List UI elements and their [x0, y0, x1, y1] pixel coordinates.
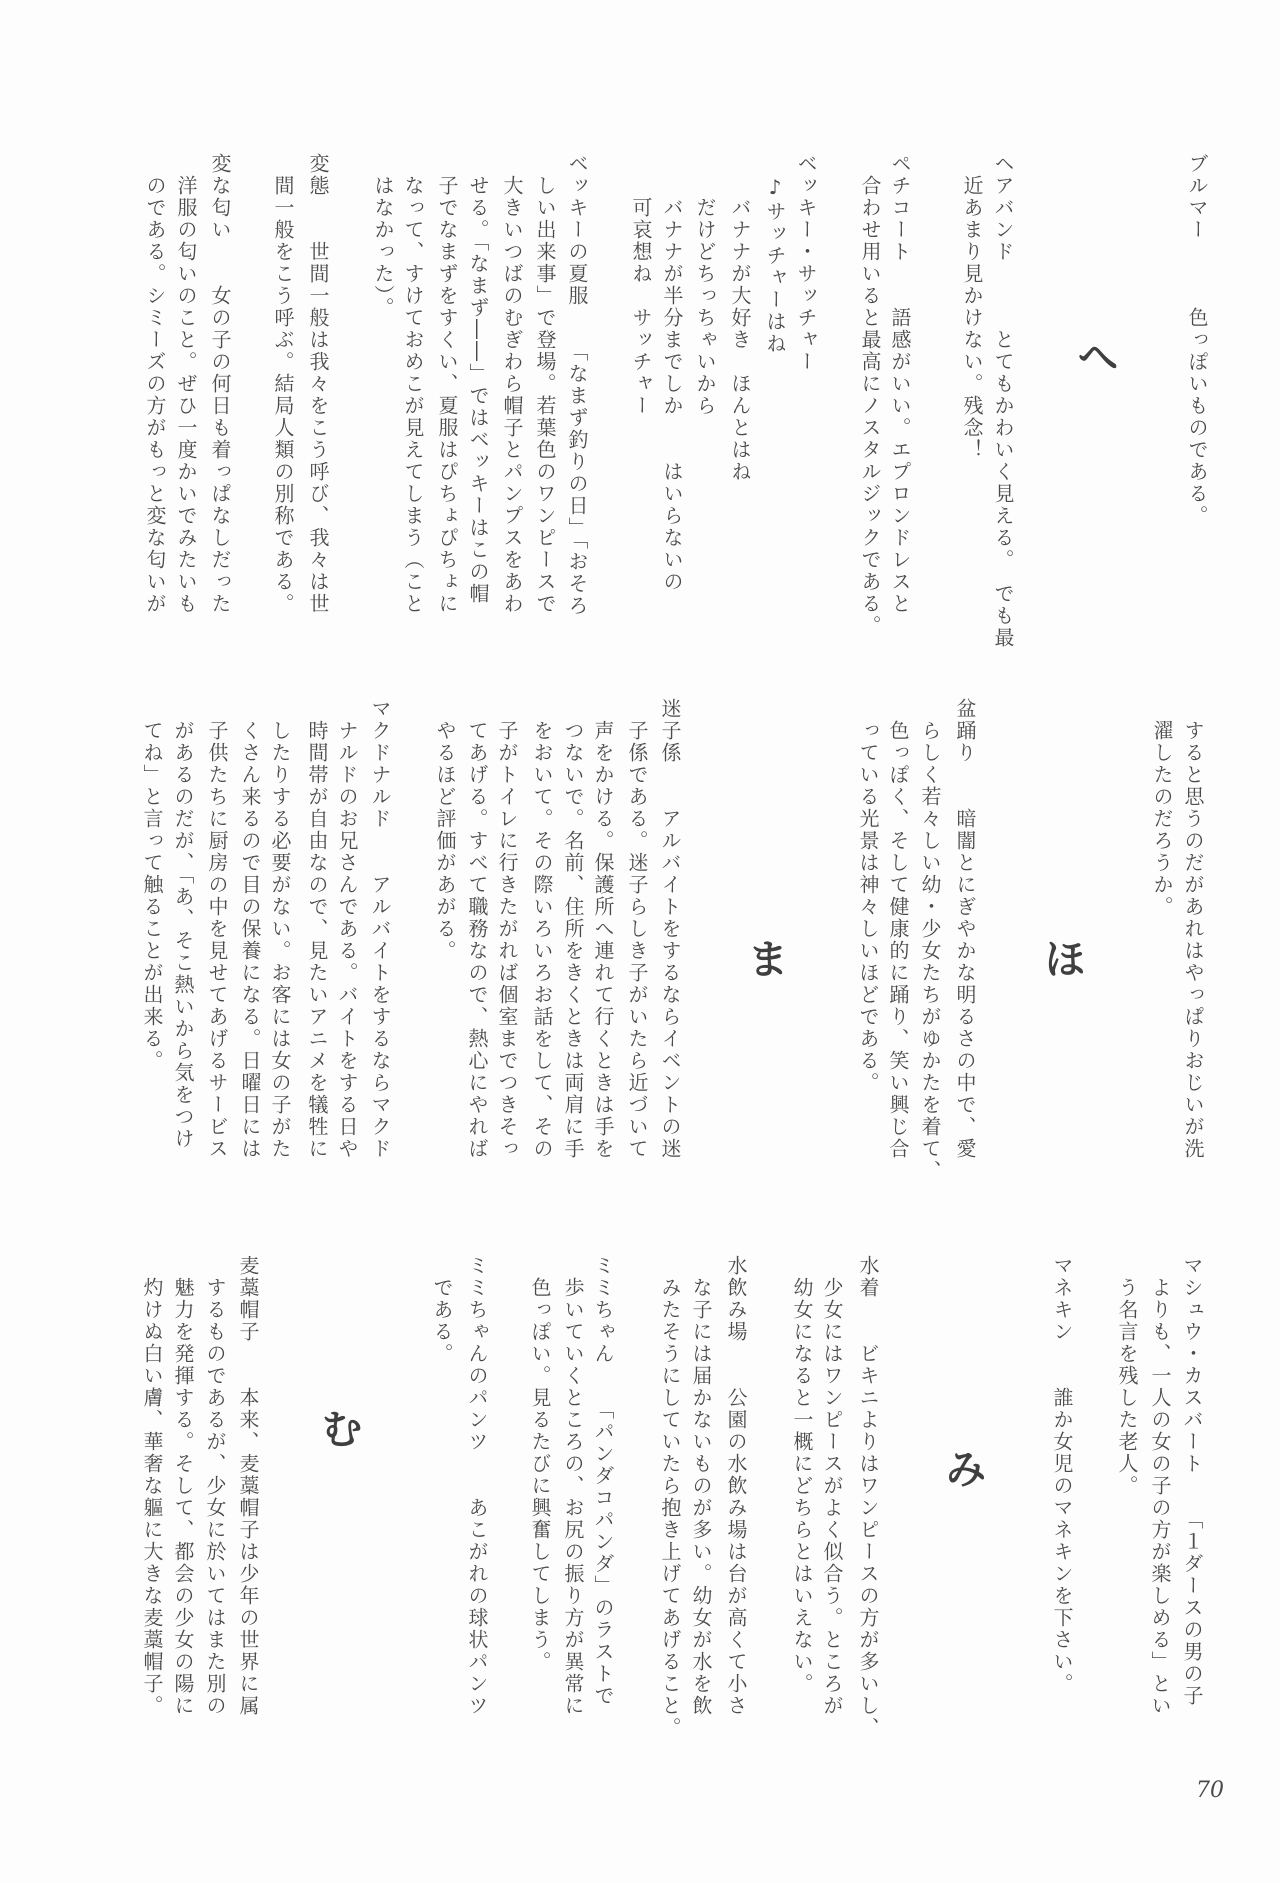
entry-text-line: 声をかける。保護所へ連れて行くときは手を: [591, 720, 615, 1160]
entry-term-line: ミミちゃん 「パンダコパンダ」のラストで: [591, 1255, 615, 1707]
entry-text-line: 子供たちに厨房の中を見せてあげるサービス: [205, 720, 229, 1160]
entry-text-line: したりする必要がない。お客には女の子がた: [268, 720, 292, 1160]
entry-text-line: よりも、一人の女の子の方が楽しめる」とい: [1148, 1277, 1172, 1717]
kana-section-heading: ま: [748, 937, 788, 983]
entry-term-line: マクドナルド アルバイトをするならマクド: [368, 698, 392, 1160]
entry-text-line: てあげる。すべて職務なので、熱心にやれば: [465, 720, 489, 1160]
entry-text-line: 子係である。迷子らしき子がいたら近づいて: [625, 720, 649, 1160]
entry-text-line: な子には届かないものが多い。幼女が水を飲: [689, 1277, 713, 1717]
kana-section-heading: む: [322, 1407, 362, 1453]
entry-text-line: バナナが半分までしか はいらないの: [660, 197, 684, 593]
entry-text-line: しい出来事」で登場。若葉色のワンピースで: [533, 175, 557, 615]
entry-text-line: 洋服の匂いのこと。ぜひ一度かいでみたいも: [174, 175, 198, 615]
entry-term-line: ペチコート 語感がいい。エプロンドレスと: [888, 153, 912, 615]
entry-term-line: 変態 世間一般は我々をこう呼び、我々は世: [306, 153, 330, 615]
entry-text-line: なって、すけておめこが見えてしまう（こと: [401, 175, 425, 615]
entry-term-line: 迷子係 アルバイトをするならイベントの迷: [658, 698, 682, 1160]
entry-text-line: をおいて。その際いろいろお話をして、その: [530, 720, 554, 1160]
entry-text-line: みたそうにしていたら抱き上げてあげること。: [658, 1277, 682, 1739]
entry-text-line: があるのだが、「あ、そこ熱いから気をつけ: [171, 720, 195, 1150]
entry-text-line: 少女にはワンピースがよく似合う。ところが: [820, 1277, 844, 1717]
entry-text-line: である。: [430, 1277, 454, 1365]
entry-term-line: 水飲み場 公園の水飲み場は台が高くて小さ: [724, 1255, 748, 1717]
entry-text-line: 間一般をこう呼ぶ。結局人類の別称である。: [271, 175, 295, 615]
entry-text-line: 子がトイレに行きたがれば個室までつきそっ: [495, 720, 519, 1160]
entry-term-line: ヘアバンド とてもかわいく見える。 でも最: [991, 153, 1015, 649]
entry-text-line: 近あまり見かけない。残念！: [960, 175, 984, 461]
entry-text-line: 色っぽく、そして健康的に踊り、笑い興じ合: [886, 720, 910, 1160]
entry-term-line: ミミちゃんのパンツ あこがれの球状パンツ: [465, 1255, 489, 1717]
entry-term-line: マネキン 誰か女児のマネキンを下さい。: [1050, 1255, 1074, 1695]
entry-text-line: 濯したのだろうか。: [1150, 720, 1174, 918]
entry-text-line: う名言を残した老人。: [1115, 1277, 1139, 1497]
entry-term-line: ベッキーの夏服 「なまず釣りの日」「おそろ: [565, 153, 589, 617]
entry-text-line: せる。「なまず――」ではベッキーはこの帽: [466, 175, 490, 605]
entry-term-line: ブルマー 色っぽいものである。: [1185, 153, 1209, 527]
entry-text-line: てね」と言って触ることが出来る。: [140, 720, 164, 1072]
entry-text-line: 大きいつばのむぎわら帽子とパンプスをあわ: [500, 175, 524, 615]
entry-term-line: 麦藁帽子 本来、麦藁帽子は少年の世界に属: [236, 1255, 260, 1717]
entry-term-line: ベッキー・サッチャー: [794, 153, 818, 373]
entry-term-line: 盆踊り 暗闇とにぎやかな明るさの中で、愛: [953, 698, 977, 1160]
entry-text-line: 子でなまずをすくい、夏服はぴちょぴちょに: [435, 175, 459, 615]
entry-term-line: 変な匂い 女の子の何日も着っぱなしだった: [208, 153, 232, 615]
entry-text-line: 灼けぬ白い膚、華奢な軀に大きな麦藁帽子。: [140, 1277, 164, 1717]
entry-text-line: ♪サッチャーはね: [763, 175, 787, 355]
kana-section-heading: み: [946, 1447, 986, 1493]
entry-text-line: だけどちっちゃいから: [693, 197, 717, 417]
entry-text-line: 可哀想ね サッチャー: [629, 197, 653, 417]
entry-term-line: すると思うのだがあれはやっぱりおじいが洗: [1181, 720, 1205, 1160]
entry-text-line: のである。シミーズの方がもっと変な匂いが: [143, 175, 167, 615]
entry-text-line: 時間帯が自由なので、見たいアニメを犠牲に: [305, 720, 329, 1160]
entry-text-line: 色っぽい。見るたびに興奮してしまう。: [528, 1277, 552, 1673]
entry-text-line: ナルドのお兄さんである。バイトをする日や: [335, 720, 359, 1160]
entry-text-line: するものであるが、少女に於いてはまた別の: [203, 1277, 227, 1717]
kana-section-heading: ほ: [1045, 937, 1085, 983]
entry-term-line: 水着 ビキニよりはワンピースの方が多いし、: [856, 1255, 880, 1739]
kana-section-heading: へ: [1078, 335, 1118, 381]
entry-text-line: バナナが大好き ほんとはね: [728, 197, 752, 483]
entry-text-line: つないで。名前、住所をきくときは両肩に手: [561, 720, 585, 1160]
entry-text-line: 幼女になると一概にどちらとはいえない。: [790, 1277, 814, 1695]
entry-text-line: はなかった）。: [371, 175, 395, 319]
entry-text-line: 魅力を発揮する。そして、都会の少女の陽に: [171, 1277, 195, 1717]
entry-text-line: 歩いていくところの、お尻の振り方が異常に: [561, 1277, 585, 1717]
entry-text-line: やるほど評価があがる。: [433, 720, 457, 962]
entry-term-line: マシュウ・カスバート 「１ダースの男の子: [1180, 1255, 1204, 1707]
entry-text-line: っている光景は神々しいほどである。: [856, 720, 880, 1094]
entry-text-line: 合わせ用いると最高にノスタルジックである。: [858, 175, 882, 637]
entry-text-line: くさん来るので目の保養になる。日曜日には: [238, 720, 262, 1160]
entry-text-line: らしく若々しい幼・少女たちがゆかたを着て、: [918, 720, 942, 1182]
page-number: 70: [1196, 1778, 1224, 1803]
